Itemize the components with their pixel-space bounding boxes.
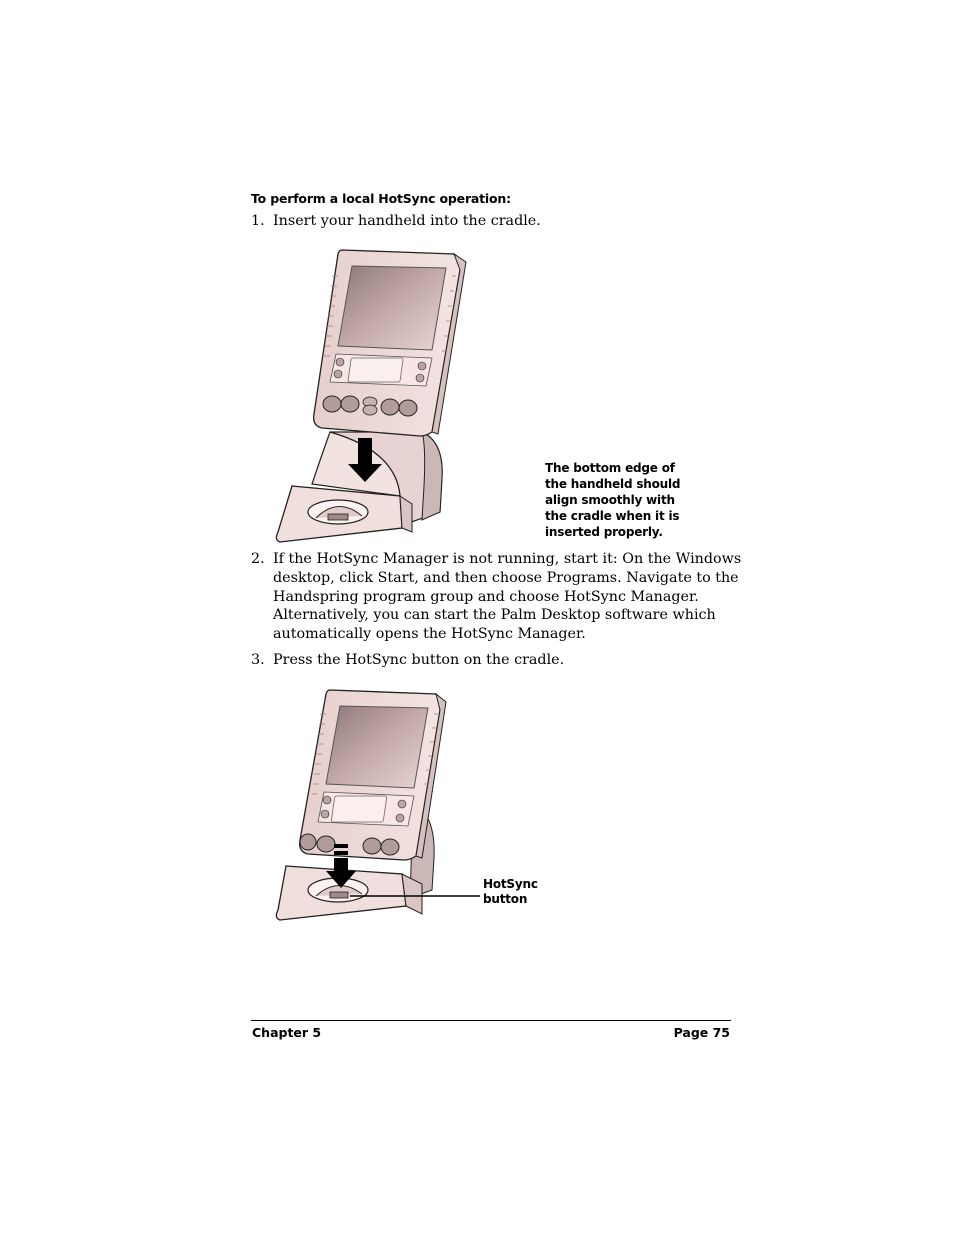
caption-line: inserted properly. xyxy=(545,525,663,539)
hotsync-button-illustration xyxy=(272,688,452,924)
hotsync-button-callout xyxy=(483,877,563,907)
step-text: If the HotSync Manager is not running, start it: On the Windows desktop, click Start, and then choose Programs. Navigate to the Handspring program group and choose HotSync Manager. Alternatively, you can start the Palm Desktop software which automatically opens the HotSync Manager. xyxy=(273,551,742,643)
caption-line: The bottom edge of xyxy=(545,461,675,475)
callout-line: button xyxy=(483,892,528,906)
caption-line: the handheld should xyxy=(545,477,681,491)
footer-chapter: Chapter 5 xyxy=(252,1025,322,1040)
callout-line: HotSync xyxy=(483,877,538,891)
caption-line: the cradle when it is xyxy=(545,509,680,523)
step-text: Insert your handheld into the cradle. xyxy=(273,213,541,229)
callout-leader-line xyxy=(350,895,480,897)
procedure-heading: To perform a local HotSync operation: xyxy=(251,191,511,206)
handheld-insert-illustration xyxy=(272,246,472,546)
step-number: 3. xyxy=(251,652,265,668)
step-text: Press the HotSync button on the cradle. xyxy=(273,652,565,668)
insertion-caption xyxy=(545,460,695,540)
footer-page-number: Page 75 xyxy=(673,1025,730,1040)
step-number: 2. xyxy=(251,551,265,567)
step-number: 1. xyxy=(251,213,265,229)
caption-line: align smoothly with xyxy=(545,493,675,507)
footer-rule xyxy=(251,1020,731,1021)
